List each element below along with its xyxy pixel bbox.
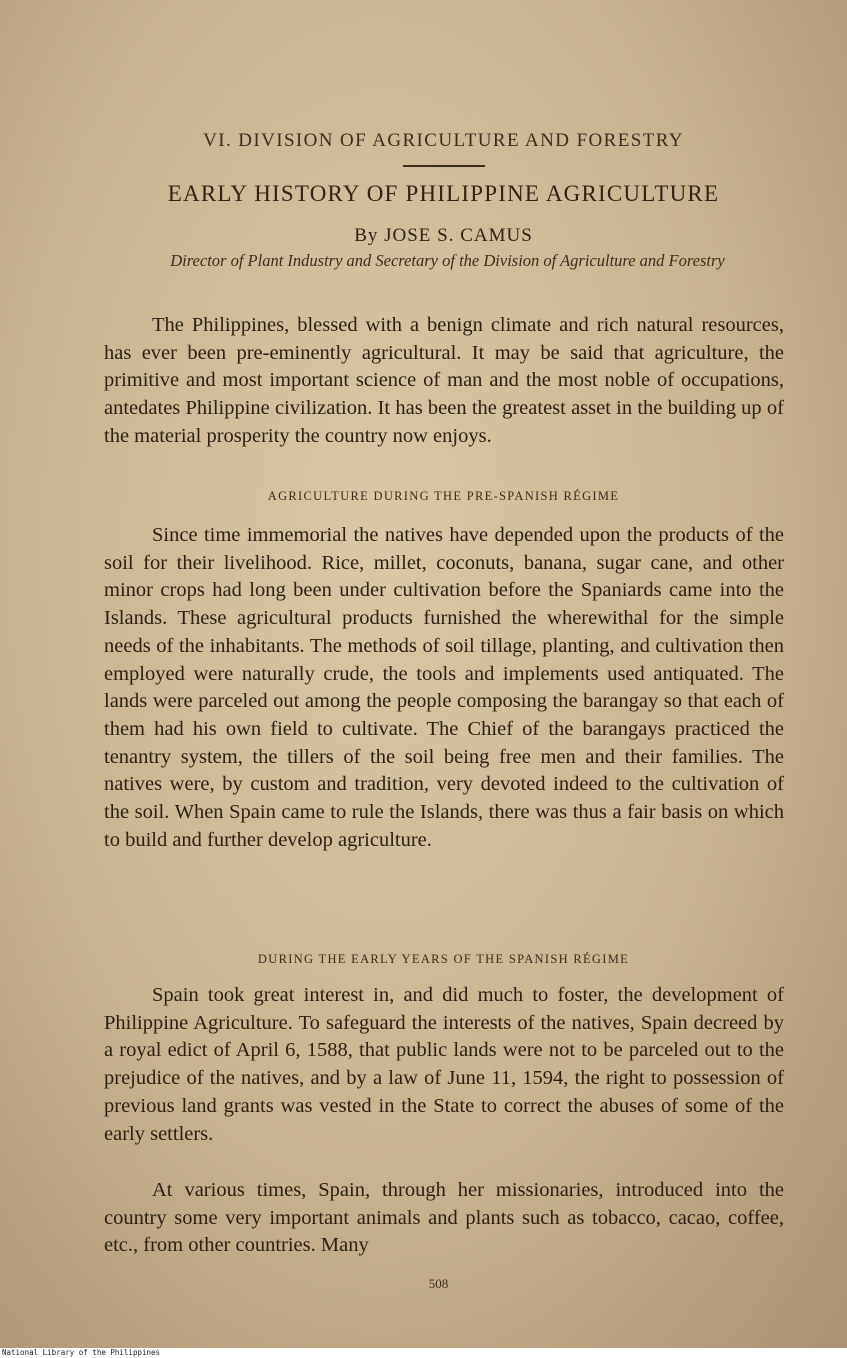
section-heading-pre-spanish: AGRICULTURE DURING THE PRE-SPANISH RÉGIME xyxy=(267,489,620,503)
paragraph-pre-spanish xyxy=(104,522,784,854)
paragraph-pre-spanish-text: Since time immemorial the natives have depended upon the products of the soil for their livelihood. Rice, millet, coconuts, banana, sugar cane, and other minor crops had long been under cultivation before the Spaniards came into the Islands. These agricultural products furnished the wherewithal for the simple needs of the inhabitants. The methods of soil tillage, planting, and cultivation then employed were naturally crude, the tools and implements used antiquated. The lands were parceled out among the people composing the barangay so that each of them had his own field to cultivate. The Chief of the barangays practiced the tenantry system, the tillers of the soil being free men and their families. The natives were, by custom and tradition, very devoted indeed to the cultivation of the soil. When Spain came to rule the Islands, there was thus a fair basis on which to build and further develop agriculture. xyxy=(104,524,784,851)
section-heading-early-spanish: DURING THE EARLY YEARS OF THE SPANISH RÉGIME xyxy=(257,952,630,966)
paragraph-intro xyxy=(104,312,784,451)
footer-credit: National Library of the Philippines xyxy=(2,1348,161,1357)
author-role: Director of Plant Industry and Secretary of the Division of Agriculture and Forestry xyxy=(170,251,725,270)
paragraph-intro-text: The Philippines, blessed with a benign climate and rich natural resources, has ever been pre-eminently agricultural. It may be said that agriculture, the primitive and most important science of man and the most noble of occupations, antedates Philippine civilization. It has been the greatest asset in the building up of the material prosperity the country now enjoys. xyxy=(104,314,784,447)
paragraph-early-spanish xyxy=(104,982,784,1148)
paragraph-introductions-text: At various times, Spain, through her missionaries, introduced into the country some very important animals and plants such as tobacco, cacao, coffee, etc., from other countries. Many xyxy=(104,1179,784,1257)
paragraph-early-spanish-text: Spain took great interest in, and did much to foster, the development of Philippine Agriculture. To safeguard the interests of the natives, Spain decreed by a royal edict of April 6, 1588, that public lands were not to be parceled out to the prejudice of the natives, and by a law of June 11, 1594, the right to possession of previous land grants was vested in the State to correct the abuses of some of the early settlers. xyxy=(104,984,784,1145)
paragraph-introductions xyxy=(104,1177,784,1260)
title-divider xyxy=(403,165,485,167)
byline: By JOSE S. CAMUS xyxy=(354,225,533,246)
division-title: VI. DIVISION OF AGRICULTURE AND FORESTRY xyxy=(203,130,684,151)
article-title: EARLY HISTORY OF PHILIPPINE AGRICULTURE xyxy=(167,181,720,206)
footer-bar xyxy=(0,1348,847,1358)
page-number: 508 xyxy=(428,1276,449,1291)
